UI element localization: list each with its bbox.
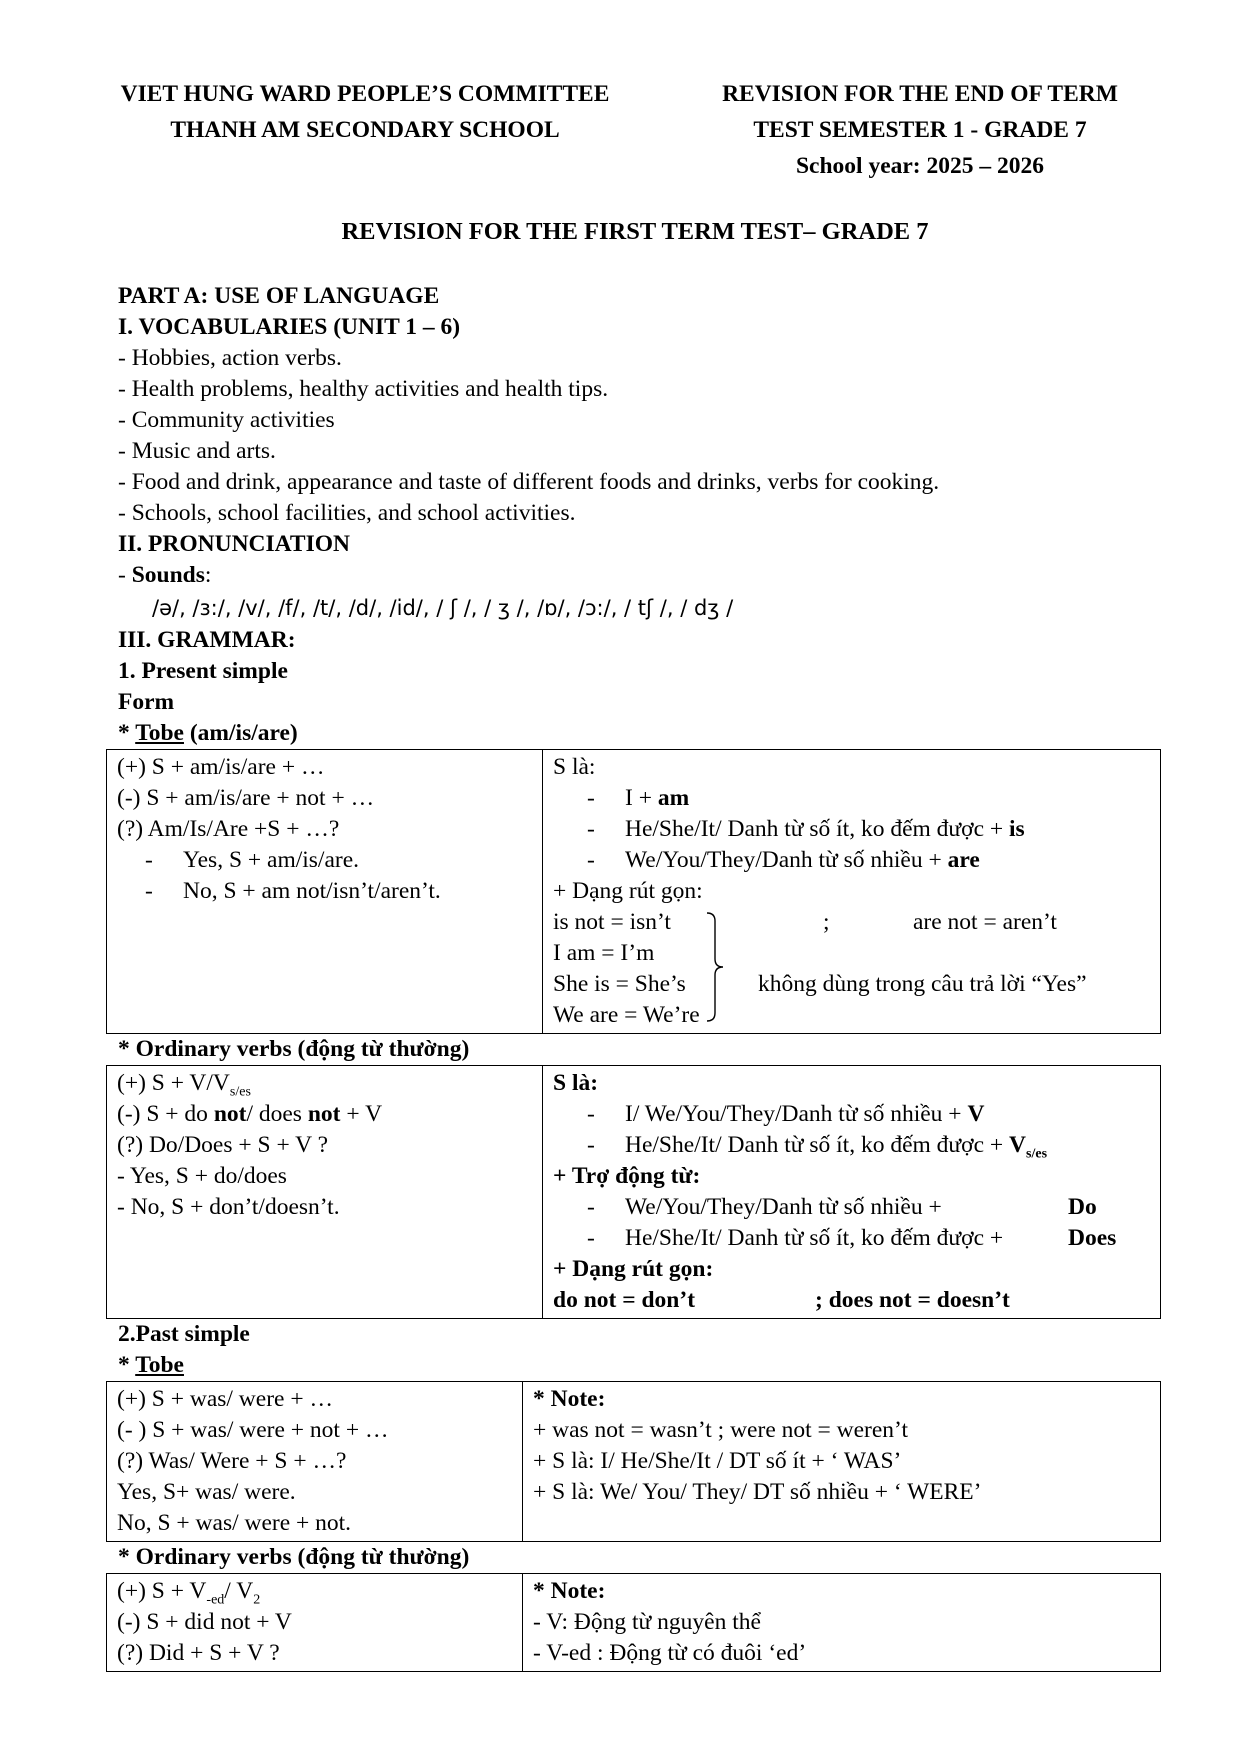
past-simple-heading: 2.Past simple (118, 1321, 250, 1347)
revision-title-line1: REVISION FOR THE END OF TERM (722, 81, 1118, 107)
revision-title-line2: TEST SEMESTER 1 - GRADE 7 (753, 117, 1087, 143)
past-tobe-notes (523, 1382, 1161, 1542)
tobe-label: Tobe (135, 720, 184, 746)
ordinary-verbs-heading: * Ordinary verbs (động từ thường) (118, 1036, 470, 1062)
present-tobe-rules (543, 750, 1161, 1034)
pronunciation-heading: II. PRONUNCIATION (118, 531, 350, 557)
vocab-item: - Health problems, healthy activities and health tips. (118, 376, 609, 402)
past-ordinary-heading: * Ordinary verbs (động từ thường) (118, 1544, 470, 1570)
note-line: + was not = wasn’t ; were not = weren’t (533, 1417, 908, 1443)
sounds-label-line (118, 560, 1178, 591)
vocab-item: - Food and drink, appearance and taste of different foods and drinks, verbs for cooking. (118, 469, 940, 495)
tobe-star: * (118, 720, 136, 746)
aux-line: - We/You/They/Danh từ số nhiều + Do (587, 1194, 1097, 1220)
school-name: THANH AM SECONDARY SCHOOL (170, 117, 560, 143)
present-simple-heading: 1. Present simple (118, 658, 288, 684)
tobe-rest: (am/is/are) (183, 720, 298, 746)
form-line: (?) Did + S + V ? (117, 1640, 280, 1666)
vocab-item: - Hobbies, action verbs. (118, 345, 342, 371)
present-ordinary-forms (107, 1066, 543, 1319)
are-not-short: are not = aren’t (913, 909, 1057, 935)
rule-line: - I + am (587, 785, 690, 811)
document-body (118, 281, 1178, 1672)
form-line: (?) Was/ Were + S + …? (117, 1448, 347, 1474)
s-la-label: S là: (553, 1070, 599, 1096)
past-ordinary-table (106, 1573, 1161, 1672)
short-form-row: She is = She’s không dùng trong câu trả lời “Yes” (553, 971, 1087, 997)
page-title: REVISION FOR THE FIRST TERM TEST– GRADE 7 (341, 218, 929, 245)
aux-line: - He/She/It/ Danh từ số ít, ko đếm được + Does (587, 1225, 1117, 1251)
form-line: (+) S + was/ were + … (117, 1386, 333, 1412)
form-line: (- ) S + was/ were + not + … (117, 1417, 389, 1443)
yes-note: không dùng trong câu trả lời “Yes” (758, 971, 1087, 997)
form-line: (?) Am/Is/Are +S + …? (117, 816, 340, 842)
short-form-label: + Dạng rút gọn: (553, 878, 703, 904)
rule-line: - I/ We/You/They/Danh từ số nhiều + V (587, 1101, 985, 1127)
rule-line: - He/She/It/ Danh từ số ít, ko đếm được + $V_{s/es}$ (587, 1132, 1048, 1162)
vocab-item: - Community activities (118, 407, 335, 433)
aux-label: + Trợ động từ: (553, 1163, 701, 1189)
s-la-label: S là: (553, 754, 596, 780)
sounds-prefix: - (118, 562, 132, 588)
short-form-row: We are = We’re (553, 1002, 700, 1028)
vocab-item: - Music and arts. (118, 438, 276, 464)
note-line: - V: Động từ nguyên thể (533, 1609, 761, 1635)
short-form-row: do not = don’t ; does not = doesn’t (553, 1287, 1010, 1313)
vocab-item: - Schools, school facilities, and school activities. (118, 500, 576, 526)
form-line: - No, S + am not/isn’t/aren’t. (145, 878, 441, 904)
form-line: - Yes, S + do/does (117, 1163, 287, 1189)
brace-icon (705, 911, 725, 1023)
tobe-heading (118, 718, 1178, 749)
form-line: - Yes, S + am/is/are. (145, 847, 360, 873)
short-forms-block (553, 907, 1150, 1031)
form-line: No, S + was/ were + not. (117, 1510, 352, 1536)
past-ordinary-notes (523, 1574, 1161, 1672)
present-ordinary-table (106, 1065, 1161, 1319)
form-line: (-) S + do not/ does not + V (117, 1101, 383, 1127)
grammar-heading: III. GRAMMAR: (118, 627, 296, 653)
header-left (70, 76, 660, 148)
note-line: + S là: I/ He/She/It / DT số ít + ‘ WAS’ (533, 1448, 902, 1474)
form-line: (+) $S + V_{-ed}/$ $V_2$ (117, 1578, 261, 1608)
form-line: (+) $S + V/V_{s/es}$ (117, 1070, 251, 1100)
note-label: * Note: (533, 1386, 606, 1412)
past-ordinary-forms (107, 1574, 523, 1672)
form-line: (-) S + am/is/are + not + … (117, 785, 375, 811)
form-line: Yes, S+ was/ were. (117, 1479, 296, 1505)
sounds-list: /ə/, /ɜ:/, /v/, /f/, /t/, /d/, /id/, / ʃ /, / ʒ /, /ɒ/, /ɔ:/, / tʃ /, / dʒ / (152, 596, 734, 620)
form-line: (-) S + did not + V (117, 1609, 292, 1635)
short-form-row: I am = I’m (553, 940, 655, 966)
rule-line: - He/She/It/ Danh từ số ít, ko đếm được + is (587, 816, 1025, 842)
form-line: (?) Do/Does + S + V ? (117, 1132, 329, 1158)
rule-line: - We/You/They/Danh từ số nhiều + are (587, 847, 980, 873)
form-line: - No, S + don’t/doesn’t. (117, 1194, 340, 1220)
past-tobe-heading: * Tobe (118, 1352, 184, 1378)
past-tobe-forms (107, 1382, 523, 1542)
present-tobe-table (106, 749, 1161, 1034)
past-tobe-table (106, 1381, 1161, 1542)
semicolon: ; (823, 909, 830, 935)
header-right (675, 76, 1165, 184)
part-a-heading: PART A: USE OF LANGUAGE (118, 283, 440, 309)
form-heading: Form (118, 689, 175, 715)
short-form-row: is not = isn’t ; are not = aren’t (553, 907, 1150, 938)
note-line: - V-ed : Động từ có đuôi ‘ed’ (533, 1640, 807, 1666)
sounds-suffix: : (204, 562, 212, 588)
form-line: (+) S + am/is/are + … (117, 754, 325, 780)
sounds-label: Sounds (131, 562, 205, 588)
note-label: * Note: (533, 1578, 606, 1604)
school-year: School year: 2025 – 2026 (795, 153, 1045, 179)
vocab-heading: I. VOCABULARIES (UNIT 1 – 6) (118, 314, 461, 340)
note-line: + S là: We/ You/ They/ DT số nhiều + ‘ WERE’ (533, 1479, 982, 1505)
committee-name: VIET HUNG WARD PEOPLE’S COMMITTEE (120, 81, 610, 107)
present-ordinary-rules (543, 1066, 1161, 1319)
short-form-label: + Dạng rút gọn: (553, 1256, 714, 1282)
present-tobe-forms (107, 750, 543, 1034)
